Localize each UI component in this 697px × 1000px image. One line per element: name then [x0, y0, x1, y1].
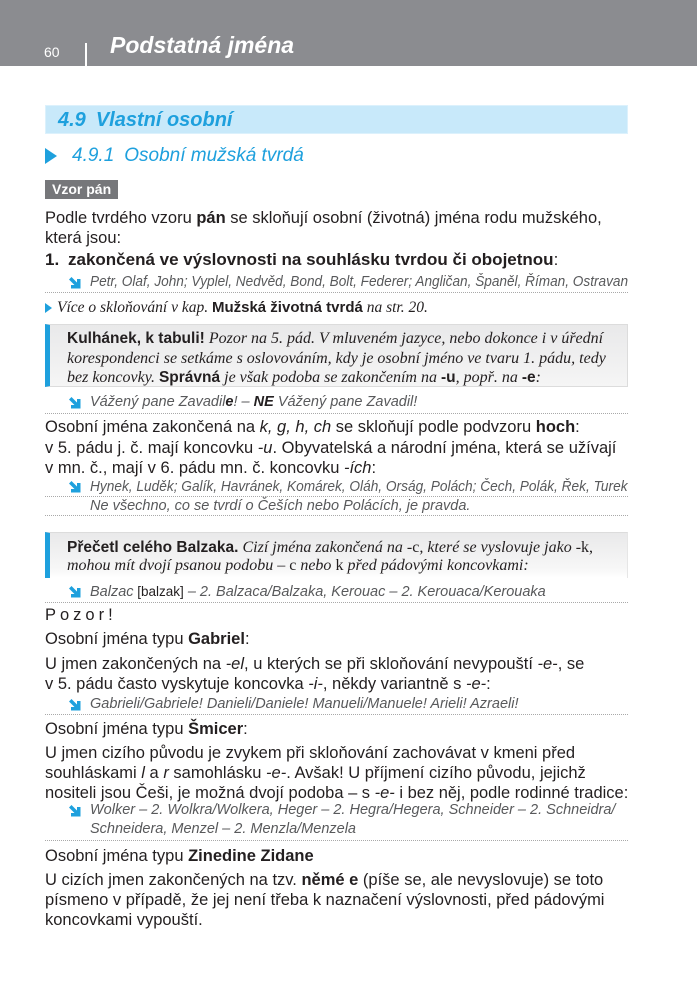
cross-reference: [57, 298, 628, 318]
text-line: [45, 228, 628, 248]
text-line-content: [68, 250, 558, 270]
text-line: [57, 298, 628, 318]
text-line: [45, 719, 628, 739]
text-line-content: [90, 497, 470, 516]
text-line-content: [45, 910, 203, 930]
section-heading: [45, 105, 628, 134]
text-segment: na str. 20.: [362, 299, 428, 316]
subsection-number: 4.9.1: [72, 145, 115, 166]
triangle-right-icon: [45, 303, 52, 313]
text-segment: , které se vyslovuje jako: [419, 539, 576, 556]
text-line: [68, 250, 628, 270]
text-segment: U cizích jmen zakončených na tzv.: [45, 871, 302, 889]
section-heading-text: [58, 108, 233, 132]
text-line: [90, 497, 628, 516]
text-segment: zakončená ve výslovnosti na souhlásku tvrdou či obojetnou: [68, 250, 554, 269]
text-segment: Mužská životná tvrdá: [211, 299, 363, 316]
text-segment: Vážený pane Zavadil!: [273, 394, 418, 410]
text-segment: která jsou:: [45, 229, 122, 247]
text-segment: Vážený pane Zavadil: [90, 394, 226, 410]
text-segment: , se: [557, 655, 585, 673]
chapter-title: Podstatná jména: [110, 32, 295, 58]
text-segment: Balzac: [90, 584, 134, 600]
text-segment: . Obyvatelská a národní jména, která se užívají: [272, 438, 617, 457]
text-segment: Cizí jména zakončená na: [238, 539, 407, 556]
header-divider: [85, 43, 87, 73]
text-line: [45, 458, 628, 479]
text-segment: :: [575, 418, 580, 436]
text-segment: Gabriel: [188, 630, 245, 648]
text-segment: U jmen zakončených na: [45, 655, 226, 673]
text-segment: nebo: [296, 556, 336, 574]
text-line-content: [90, 695, 519, 714]
text-segment: korespondenci se setkáme s oslovováním, kdy je osobní jméno ve tvaru 1. pádu, tedy: [67, 349, 606, 367]
text-segment: před pádovými koncovkami:: [343, 556, 529, 574]
paragraph-hoch: [45, 417, 628, 479]
text-line-content: [90, 393, 417, 412]
text-segment: Osobní jména typu: [45, 630, 189, 648]
text-line: [90, 801, 628, 820]
text-segment: -i-: [308, 675, 323, 693]
text-segment: -e-: [537, 655, 558, 673]
text-line: [45, 890, 628, 910]
text-segment: -ích: [343, 459, 372, 477]
text-line: [67, 329, 619, 349]
text-segment: Zinedine Zidane: [188, 847, 314, 865]
dotted-divider: [45, 413, 628, 414]
text-segment: se skloňují podle podvzoru: [331, 418, 536, 436]
text-segment: -e: [521, 369, 536, 386]
text-segment: c: [289, 556, 297, 574]
text-segment: Hynek, Luděk; Galík, Havránek, Komárek, Oláh, Orság, Polách; Čech, Polák, Řek, Turek: [90, 479, 628, 495]
text-line-content: [45, 208, 602, 228]
text-segment: , někdy variantně s: [322, 675, 466, 693]
paragraph-gabriel: [45, 654, 628, 694]
text-line-content: [67, 557, 529, 575]
note-text: [67, 329, 619, 388]
down-right-arrow-icon: [69, 586, 81, 598]
text-segment: (píše se, ale nevyslovuje) se toto: [358, 871, 604, 889]
text-segment: souhláskami: [45, 764, 142, 782]
text-line-content: [45, 228, 121, 248]
text-line: [45, 763, 628, 783]
text-line: [67, 368, 619, 388]
text-line-content: [45, 743, 575, 763]
text-segment: :: [486, 675, 491, 693]
text-line: [45, 674, 628, 694]
text-line-content: [45, 890, 604, 910]
text-segment: Pozor na 5. pád. V mluveném jazyce, nebo dokonce i v úřední: [204, 330, 604, 347]
text-segment: Kulhánek, k tabuli!: [67, 330, 205, 347]
text-segment: samohlásku: [168, 764, 267, 782]
text-segment: němé e: [301, 871, 359, 889]
down-right-arrow-icon: [69, 397, 81, 409]
text-line: [45, 846, 628, 866]
note-box-balzak: [45, 532, 628, 578]
text-line-content: [45, 846, 314, 866]
paragraph-smicer: [45, 743, 628, 803]
text-line-content: [45, 674, 491, 694]
text-line: [90, 820, 628, 839]
text-segment: e: [225, 394, 234, 410]
text-segment: :: [535, 369, 541, 386]
note-box-kulhanek: [45, 324, 628, 387]
list-item-text: [68, 250, 628, 270]
triangle-right-icon: [45, 148, 57, 164]
text-segment: hoch: [535, 418, 576, 436]
text-segment: NE: [253, 394, 274, 410]
text-segment: -e-: [266, 764, 287, 782]
text-segment: Gabrieli/Gabriele! Danieli/Daniele! Manueli/Manuele! Arieli! Azraeli!: [90, 696, 519, 712]
text-segment: -e-: [465, 675, 487, 693]
text-segment: Podle tvrdého vzoru: [45, 209, 197, 227]
subheading-smicer: [45, 719, 628, 739]
text-segment: Osobní jména typu: [45, 720, 189, 738]
text-segment: Petr, Olaf, John; Vyplel, Nedvěd, Bond, Bolt, Federer; Angličan, Španěl, Říman, Ostravan: [90, 274, 629, 290]
text-segment: Šmicer: [188, 720, 244, 738]
text-segment: koncovkami vypouští.: [45, 911, 203, 929]
dotted-divider: [45, 602, 628, 603]
text-segment: U jmen cizího původu je zvykem při skloňování zachovávat v kmeni před: [45, 744, 576, 762]
text-line: [45, 743, 628, 763]
text-segment: Přečetl celého Balzaka.: [67, 539, 239, 556]
text-line-content: [90, 582, 546, 602]
example-vocative: [90, 393, 628, 412]
subsection-title: Osobní mužská tvrdá: [124, 145, 304, 166]
text-line: [67, 557, 619, 575]
text-segment: v 5. pádu j. č. mají koncovku: [45, 438, 258, 457]
text-segment: . Avšak! U příjmení cizího původu, jejichž: [286, 764, 586, 782]
text-line-content: [90, 273, 628, 292]
page-header: [0, 0, 697, 66]
dotted-divider: [45, 292, 628, 293]
text-segment: nositeli jsou Češi, je možná dvojí podoba – s: [45, 784, 375, 802]
text-line-content: [45, 417, 580, 438]
text-segment: a: [144, 764, 164, 782]
text-line: [45, 208, 628, 228]
text-segment: mohou mít dvojí psanou podobu –: [67, 556, 290, 574]
text-segment: k: [335, 556, 344, 574]
pattern-label: Vzor pán: [45, 180, 118, 199]
text-segment: v mn. č., mají v 6. pádu mn. č. koncovku: [45, 459, 344, 477]
text-segment: , u kterých se při skloňování nevypouští: [244, 655, 538, 673]
text-line-content: [90, 478, 628, 497]
text-segment: -u: [440, 369, 456, 386]
example-balzac: [90, 582, 628, 602]
text-line-content: [45, 763, 586, 783]
text-segment: pán: [196, 209, 226, 227]
text-line-content: [90, 801, 615, 820]
text-segment: -k,: [575, 539, 594, 556]
text-line: [45, 438, 628, 459]
text-line-content: [45, 458, 376, 479]
text-line: [45, 910, 628, 930]
section-number: 4.9: [58, 109, 86, 131]
dotted-divider: [45, 496, 628, 497]
dotted-divider: [45, 840, 628, 841]
text-segment: Více o skloňování v kap.: [57, 299, 212, 316]
text-line: [90, 478, 628, 497]
text-line: [45, 629, 628, 649]
text-segment: :: [243, 720, 248, 738]
down-right-arrow-icon: [69, 805, 81, 817]
text-line-content: [67, 349, 606, 369]
text-segment: :: [553, 250, 559, 269]
text-segment: Osobní jména typu: [45, 847, 189, 865]
subsection-heading-text: [72, 143, 304, 169]
text-line-content: [45, 870, 603, 890]
text-line: [90, 582, 628, 602]
list-number: 1.: [45, 250, 60, 269]
text-line-content: [45, 629, 250, 649]
text-segment: – 2. Balzaca/Balzaka, Kerouac – 2. Kerouaca/Kerouaka: [183, 584, 546, 600]
text-segment: :: [371, 459, 377, 477]
text-segment: l: [141, 764, 145, 782]
down-right-arrow-icon: [69, 699, 81, 711]
text-segment: -e-: [374, 784, 395, 802]
text-segment: Osobní jména zakončená na: [45, 418, 260, 436]
section-title: Vlastní osobní: [95, 109, 233, 131]
down-right-arrow-icon: [69, 481, 81, 493]
text-line: [45, 870, 628, 890]
text-segment: písmeno v případě, že jej není třeba k naznačení výslovnosti, před pádovými: [45, 891, 605, 909]
text-segment: [balzak]: [133, 584, 184, 599]
text-segment: ! –: [233, 394, 254, 410]
text-line: [90, 695, 628, 714]
text-line-content: [45, 783, 628, 803]
text-line-content: [90, 820, 356, 839]
example-smicer: [90, 801, 628, 839]
text-line-content: [67, 329, 603, 349]
example-names: [90, 273, 628, 292]
text-segment: bez koncovky.: [67, 369, 159, 386]
text-segment: Schneidera, Menzel – 2. Menzla/Menzela: [90, 821, 356, 837]
text-segment: se skloňují osobní (životná) jména rodu mužského,: [225, 209, 602, 227]
text-segment: Ne všechno, co se tvrdí o Češích nebo Polácích, je pravda.: [90, 497, 471, 514]
text-segment: r: [163, 764, 169, 782]
text-line-content: [45, 438, 616, 459]
text-segment: k, g, h, ch: [259, 418, 332, 436]
dotted-divider: [45, 515, 628, 516]
text-line: [90, 273, 628, 292]
text-line: [45, 654, 628, 674]
text-line-content: [45, 719, 248, 739]
note-text: [67, 539, 619, 574]
subheading-zidane: [45, 846, 628, 866]
page-number: 60: [44, 44, 60, 60]
paragraph-intro: [45, 208, 628, 248]
text-segment: je však podoba se zakončením na: [220, 369, 441, 386]
text-line: [45, 783, 628, 803]
subheading-gabriel: [45, 629, 628, 649]
dotted-divider: [45, 714, 628, 715]
text-line-content: [45, 654, 584, 674]
text-segment: v 5. pádu často vyskytuje koncovka: [45, 675, 309, 693]
warning-heading: Pozor!: [45, 606, 117, 624]
text-line-content: [57, 298, 428, 318]
text-segment: -c: [406, 539, 420, 556]
text-line-content: [67, 368, 541, 388]
down-right-arrow-icon: [69, 277, 81, 289]
text-segment: :: [244, 630, 250, 648]
text-segment: Wolker – 2. Wolkra/Wolkera, Heger – 2. Hegra/Hegera, Schneider – 2. Schneidra/: [90, 802, 616, 818]
text-line: [45, 417, 628, 438]
paragraph-zidane: [45, 870, 628, 930]
text-line: [67, 349, 619, 369]
text-line-content: [67, 539, 593, 557]
example-gabriel: [90, 695, 628, 714]
text-segment: i bez něj, podle rodinné tradice:: [394, 784, 629, 802]
text-segment: -el: [225, 655, 245, 673]
text-segment: Správná: [158, 369, 221, 386]
text-segment: , popř. na: [455, 369, 522, 386]
text-line: [67, 539, 619, 557]
text-line: [90, 393, 628, 412]
text-segment: -u: [257, 438, 273, 457]
